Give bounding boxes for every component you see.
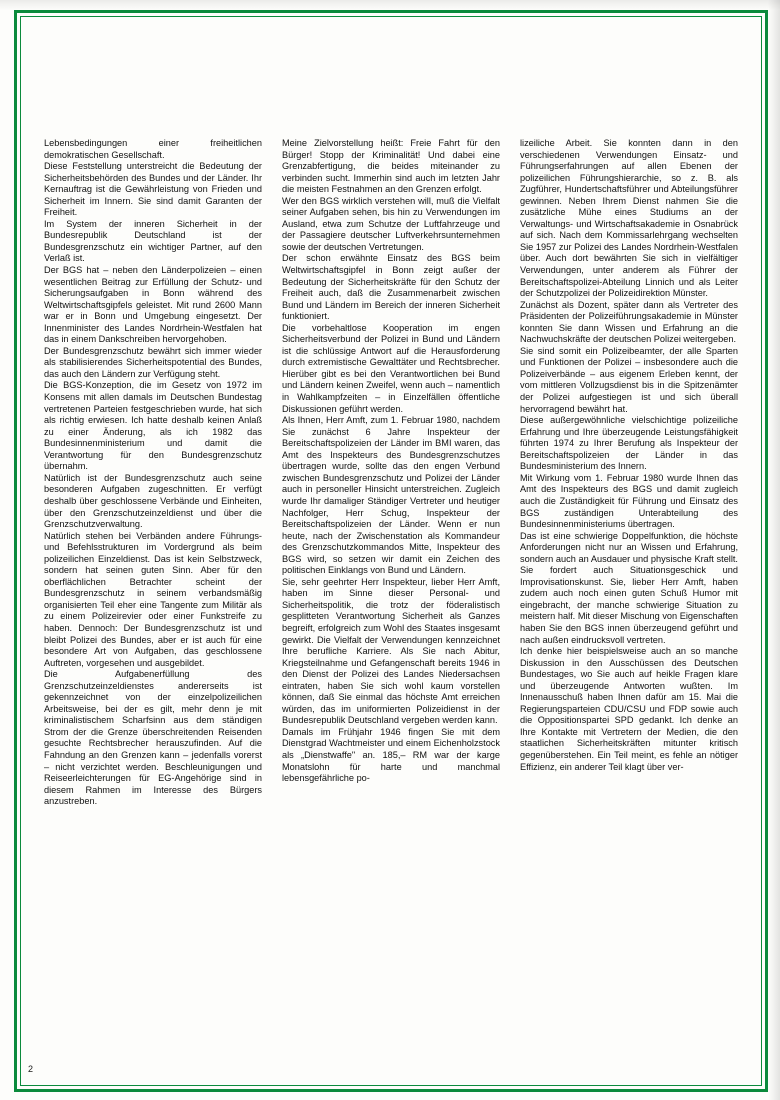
paragraph: Das ist eine schwierige Doppelfunktion, die höchste Anforderungen nicht nur an Wissen und Erfahrung, sondern auch an Ausdauer und physische Kraft stellt. Sie fordert auch Situationsgeschick und Improvisationskunst. Sie, lieber Herr Amft, haben zudem auch noch einen guten Schuß Humor mit eingebracht, der manche schwierige Situation zu meistern half. Mit dieser Mischung von Eigenschaften haben Sie den BGS innen überzeugend geführt und nach außen eindrucksvoll vertreten.	[520, 530, 738, 645]
paragraph: Lebensbedingungen einer freiheitlichen demokratischen Gesellschaft.	[44, 138, 262, 160]
paragraph: Die vorbehaltlose Kooperation im engen Sicherheitsverbund der Polizei in Bund und Ländern ist die schlüssige Antwort auf die Herausforderung durch extremistische Gewalttäter und Rechtsbrecher. Hierüber gibt es bei den Verantwortlichen bei Bund und Ländern keinen Zweifel, wenn auch – namentlich in Wahlkampfzeiten – in Einzelfällen öffentliche Diskussionen geführt werden.	[282, 322, 500, 414]
paragraph: Natürlich stehen bei Verbänden andere Führungs- und Befehlsstrukturen im Vordergrund als beim polizeilichen Einzeldienst. Das ist kein Selbstzweck, sondern hat seinen guten Sinn. Aber für den oberflächlichen Betrachter scheint der Bundesgrenzschutz in seinem verbandsmäßig organisierten Teil eher eine Tangente zum Militär als zu einem Polizeirevier oder einer Funkstreife zu haben. Dennoch: Der Bundesgrenzschutz ist und bleibt Polizei des Bundes, aber er ist auch für eine besondere Art von Aufgaben, das geschlossene Auftreten, vorgesehen und ausgebildet.	[44, 530, 262, 668]
paragraph: Als Ihnen, Herr Amft, zum 1. Februar 1980, nachdem Sie zunächst 6 Jahre Inspekteur der Bereitschaftspolizeien der Länder im BMI waren, das Amt des Inspekteurs des Bundesgrenzschutzes übertragen wurde, sollte das den engen Verbund zwischen Bundesgrenzschutz und Polizei der Länder auch in personeller Hinsicht unterstreichen. Zugleich wurde Ihr damaliger Ständiger Vertreter und heutiger Nachfolger, Herr Schug, Inspekteur der Bereitschaftspolizeien der Länder. Wenn er nun heute, nach der Zwischenstation als Kommandeur des Grenzschutzkommandos Mitte, Inspekteur des BGS wird, so setzen wir damit ein Zeichen des politischen Einklangs von Bund und Ländern.	[282, 415, 500, 576]
text-column-3	[520, 138, 738, 1068]
paragraph: Der BGS hat – neben den Länderpolizeien – einen wesentlichen Beitrag zur Erfüllung der Schutz- und Sicherungsaufgaben in Bonn während des Weltwirtschaftsgipfels geleistet. Mit rund 2600 Mann war er in Bonn und Umgebung eingesetzt. Der Innenminister des Landes Nordrhein-Westfalen hat das in einem Dankschreiben hervorgehoben.	[44, 265, 262, 345]
paragraph: Der Bundesgrenzschutz bewährt sich immer wieder als stabilisierendes Sicherheitspotential des Bundes, das auch den Ländern zur Verfügung steht.	[44, 345, 262, 379]
paragraph: Der schon erwähnte Einsatz des BGS beim Weltwirtschaftsgipfel in Bonn zeigt außer der Bedeutung der Sicherheitskräfte für den Schutz der Freiheit auch, daß die Zusammenarbeit zwischen Bund und Ländern im Bereich der inneren Sicherheit funktioniert.	[282, 253, 500, 322]
paragraph: Mit Wirkung vom 1. Februar 1980 wurde Ihnen das Amt des Inspekteurs des BGS und damit zugleich auch die Zuständigkeit für Führung und Einsatz des BGS zuständigen Unterabteilung des Bundesinnenministeriums übertragen.	[520, 472, 738, 530]
paragraph: Die BGS-Konzeption, die im Gesetz von 1972 im Konsens mit allen damals im Deutschen Bundestag vertretenen Parteien festgeschrieben wurde, hat sich als richtig erwiesen. Ich hatte deshalb keinen Anlaß zu einer Änderung, als ich 1982 das Bundesinnenministerium und damit die Verantwortung für den Bundesgrenzschutz übernahm.	[44, 380, 262, 472]
scan-shadow-top	[0, 0, 780, 10]
paragraph: Damals im Frühjahr 1946 fingen Sie mit dem Dienstgrad Wachtmeister und einem Eichenholzstock als „Dienstwaffe" an. 185,– RM war der karge Monatslohn für harte und manchmal lebensgefährliche po-	[282, 726, 500, 784]
scan-shadow-right	[768, 0, 780, 1100]
text-column-1	[44, 138, 262, 1068]
paragraph: Diese Feststellung unterstreicht die Bedeutung der Sicherheitsbehörden des Bundes und der Länder. Ihr Kernauftrag ist die Gewährleistung von Frieden und Sicherheit im Innern. Sie sind damit Garanten der Freiheit.	[44, 161, 262, 218]
paragraph: lizeiliche Arbeit. Sie konnten dann in den verschiedenen Verwendungen Einsatz- und Führungserfahrungen auf allen Ebenen der polizeilichen Führungshierarchie, so z. B. als Zugführer, Hundertschaftsführer und Abteilungsführer gewinnen. Neben Ihrem Dienst nahmen Sie die zusätzliche Mühe eines Studiums an der Verwaltungs- und Wirtschaftsakademie in Osnabrück auf sich. Nach dem Kommissarlehrgang wechselten Sie 1957 zur Polizei des Landes Nordrhein-Westfalen über. Auch dort bewährten Sie sich in vielfältiger Verwendungen, unter anderem als Führer der Bereitschaftspolizei-Abteilung Linnich und als Leiter der Schutzpolizei der Polizeidirektion Münster.	[520, 138, 738, 299]
paragraph: Im System der inneren Sicherheit in der Bundesrepublik Deutschland ist der Bundesgrenzschutz ein wichtiger Partner, auf den Verlaß ist.	[44, 218, 262, 264]
article-body	[44, 138, 740, 1068]
paragraph: Die Aufgabenerfüllung des Grenzschutzeinzeldienstes andererseits ist gekennzeichnet von der einzelpolizeilichen Arbeitsweise, bei der es gilt, mehr denn je mit kriminalistischem Scharfsinn aus dem ständigen Strom der die Grenze überschreitenden Reisenden gesuchte Rechtsbrecher herauszufinden. Auf die Fahndung an den Grenzen kann – jedenfalls vorerst – nicht verzichtet werden. Beschleunigungen und Reiseerleichterungen für EG-Angehörige sind in diesem Rahmen im Interesse des Bürgers anzustreben.	[44, 669, 262, 807]
paragraph: Natürlich ist der Bundesgrenzschutz auch seine besonderen Aufgaben zugeschnitten. Er verfügt deshalb über geschlossene Verbände und Einheiten, über den Grenzschutzeinzeldienst und über die Grenzschutzverwaltung.	[44, 472, 262, 530]
paragraph: Diese außergewöhnliche vielschichtige polizeiliche Erfahrung und Ihre überzeugende Leistungsfähigkeit führten 1974 zu Ihrer Berufung als Inspekteur der Bereitschaftspolizeien der Länder in das Bundesministerium des Innern.	[520, 415, 738, 472]
paragraph: Sie sind somit ein Polizeibeamter, der alle Sparten und Funktionen der Polizei – insbesondere auch die Polizeiverbände – aus eigenem Erleben kennt, der vom mittleren Vollzugsdienst bis in die Spitzenämter der Polizei aufgestiegen ist und sich überall hervorragend bewährt hat.	[520, 345, 738, 414]
page-number: 2	[28, 1064, 34, 1074]
text-column-2	[282, 138, 500, 1068]
paragraph: Sie, sehr geehrter Herr Inspekteur, lieber Herr Amft, haben im Sinne dieser Personal- und Sicherheitspolitik, die trotz der föderalistisch gesplitteten Verantwortung Sicherheit als Ganzes begreift, erfolgreich zum Wohl des Staates insgesamt gewirkt. Die Vielfalt der Verwendungen kennzeichnet Ihre berufliche Karriere. Als Sie nach Abitur, Kriegsteilnahme und Gefangenschaft bereits 1946 in den Dienst der Polizei des Landes Niedersachsen eintraten, haben Sie sich wohl kaum vorstellen können, daß Sie einmal das höchste Amt erreichen würden, das im uniformierten Polizeidienst in der Bundesrepublik Deutschland vergeben werden kann.	[282, 576, 500, 726]
paragraph: Wer den BGS wirklich verstehen will, muß die Vielfalt seiner Aufgaben sehen, bis hin zu Verwendungen im Ausland, etwa zum Schutze der Luftfahrzeuge und der Passagiere deutscher Luftverkehrsunternehmen sowie der deutschen Vertretungen.	[282, 195, 500, 252]
paragraph: Ich denke hier beispielsweise auch an so manche Diskussion in den Ausschüssen des Deutschen Bundestages, wo Sie auch auf heikle Fragen klare und überzeugende Antworten wußten. Im Innenausschuß haben Ihnen dafür am 15. Mai die Regierungsparteien CDU/CSU und FDP sowie auch die Oppositionspartei SPD gedankt. Ich denke an Ihre Kontakte mit Vertretern der Medien, die den staatlichen Sicherheitskräften mitunter kritisch gegenüberstehen. Ein Teil meint, es fehle an nötiger Effizienz, ein anderer Teil klagt über ver-	[520, 646, 738, 772]
paragraph: Meine Zielvorstellung heißt: Freie Fahrt für den Bürger! Stopp der Kriminalität! Und dabei eine Grenzabfertigung, die beides miteinander zu verbinden sucht. Immerhin sind auch im letzten Jahr die meisten Festnahmen an den Grenzen erfolgt.	[282, 138, 500, 195]
paragraph: Zunächst als Dozent, später dann als Vertreter des Präsidenten der Polizeiführungsakademie in Münster konnten Sie dann Wissen und Erfahrung an die Nachwuchskräfte der deutschen Polizei weitergeben.	[520, 299, 738, 345]
